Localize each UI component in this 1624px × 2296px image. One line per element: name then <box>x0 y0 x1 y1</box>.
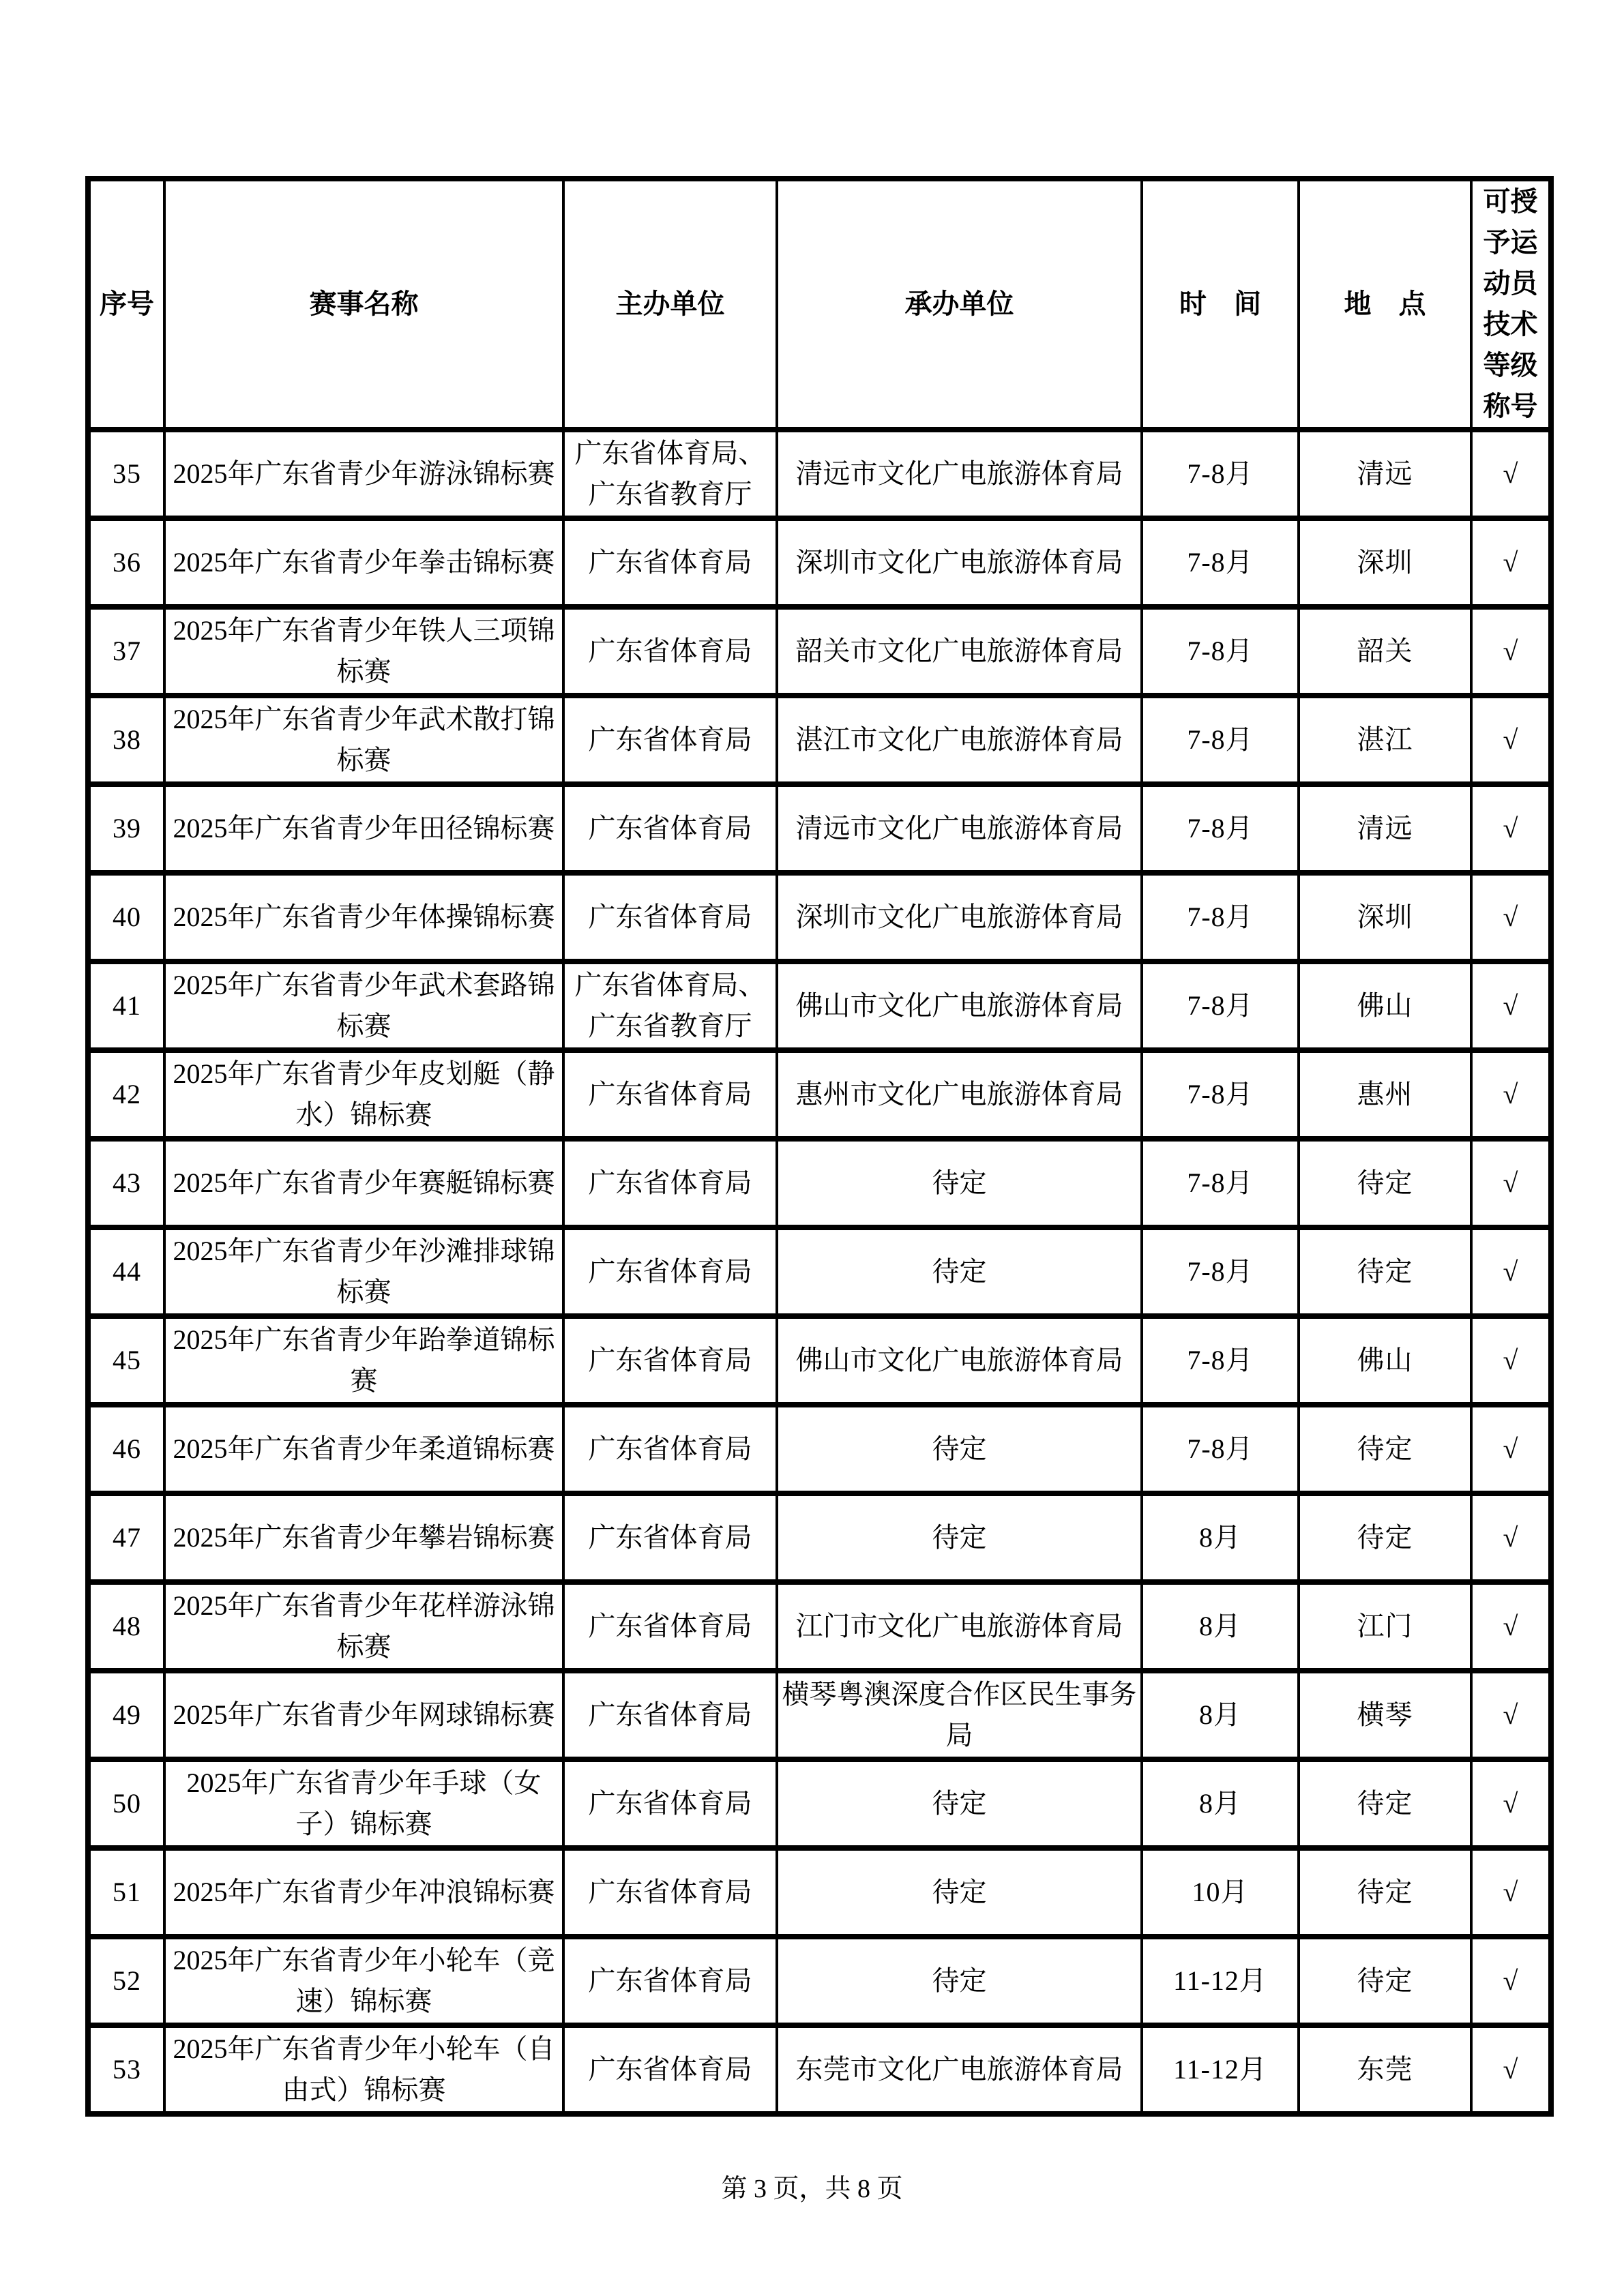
organizer-unit-cell: 江门市文化广电旅游体育局 <box>777 1582 1142 1671</box>
organizer-unit-cell: 待定 <box>777 1848 1142 1937</box>
organizer-unit-cell: 湛江市文化广电旅游体育局 <box>777 696 1142 784</box>
location-cell: 清远 <box>1299 784 1471 873</box>
event-name-cell: 2025年广东省青少年赛艇锦标赛 <box>164 1139 563 1227</box>
column-header-organizer: 承办单位 <box>777 179 1142 430</box>
host-unit-cell: 广东省体育局 <box>563 1227 777 1316</box>
table-row <box>88 1937 1551 2025</box>
organizer-unit-cell: 待定 <box>777 1405 1142 1493</box>
host-unit-cell: 广东省体育局 <box>563 1316 777 1405</box>
event-name-cell: 2025年广东省青少年游泳锦标赛 <box>164 430 563 518</box>
event-name-cell: 2025年广东省青少年网球锦标赛 <box>164 1671 563 1759</box>
table-row <box>88 1848 1551 1937</box>
location-cell: 待定 <box>1299 1493 1471 1582</box>
location-cell: 待定 <box>1299 1405 1471 1493</box>
location-cell: 待定 <box>1299 1139 1471 1227</box>
organizer-unit-cell: 深圳市文化广电旅游体育局 <box>777 518 1142 607</box>
grade-checkmark-cell: √ <box>1471 784 1551 873</box>
event-name-cell: 2025年广东省青少年手球（女子）锦标赛 <box>164 1759 563 1848</box>
column-header-location: 地 点 <box>1299 179 1471 430</box>
row-number-cell: 42 <box>88 1050 164 1139</box>
location-cell: 深圳 <box>1299 518 1471 607</box>
host-unit-cell: 广东省体育局 <box>563 696 777 784</box>
location-cell: 横琴 <box>1299 1671 1471 1759</box>
row-number-cell: 49 <box>88 1671 164 1759</box>
table-header <box>88 179 1551 430</box>
time-cell: 7-8月 <box>1142 1050 1299 1139</box>
time-cell: 11-12月 <box>1142 1937 1299 2025</box>
location-cell: 韶关 <box>1299 607 1471 696</box>
organizer-unit-cell: 佛山市文化广电旅游体育局 <box>777 1316 1142 1405</box>
organizer-unit-cell: 待定 <box>777 1937 1142 2025</box>
organizer-unit-cell: 待定 <box>777 1759 1142 1848</box>
row-number-cell: 48 <box>88 1582 164 1671</box>
location-cell: 待定 <box>1299 1759 1471 1848</box>
time-cell: 11-12月 <box>1142 2025 1299 2114</box>
row-number-cell: 52 <box>88 1937 164 2025</box>
organizer-unit-cell: 佛山市文化广电旅游体育局 <box>777 961 1142 1050</box>
event-name-cell: 2025年广东省青少年田径锦标赛 <box>164 784 563 873</box>
table-row <box>88 2025 1551 2114</box>
table-row <box>88 1759 1551 1848</box>
event-name-cell: 2025年广东省青少年小轮车（自由式）锦标赛 <box>164 2025 563 2114</box>
header-row <box>88 179 1551 430</box>
event-name-cell: 2025年广东省青少年武术散打锦标赛 <box>164 696 563 784</box>
host-unit-cell: 广东省体育局 <box>563 1050 777 1139</box>
event-name-cell: 2025年广东省青少年冲浪锦标赛 <box>164 1848 563 1937</box>
row-number-cell: 35 <box>88 430 164 518</box>
table-row <box>88 1050 1551 1139</box>
table-row <box>88 1316 1551 1405</box>
grade-checkmark-cell: √ <box>1471 1582 1551 1671</box>
time-cell: 7-8月 <box>1142 1227 1299 1316</box>
table-row <box>88 873 1551 961</box>
location-cell: 待定 <box>1299 1848 1471 1937</box>
row-number-cell: 53 <box>88 2025 164 2114</box>
table-row <box>88 607 1551 696</box>
row-number-cell: 40 <box>88 873 164 961</box>
grade-checkmark-cell: √ <box>1471 518 1551 607</box>
table-row <box>88 696 1551 784</box>
grade-checkmark-cell: √ <box>1471 1493 1551 1582</box>
table-row <box>88 961 1551 1050</box>
event-name-cell: 2025年广东省青少年铁人三项锦标赛 <box>164 607 563 696</box>
host-unit-cell: 广东省体育局 <box>563 1848 777 1937</box>
table-body <box>88 430 1551 2114</box>
location-cell: 东莞 <box>1299 2025 1471 2114</box>
host-unit-cell: 广东省体育局 <box>563 1937 777 2025</box>
grade-checkmark-cell: √ <box>1471 1227 1551 1316</box>
table-row <box>88 1405 1551 1493</box>
row-number-cell: 45 <box>88 1316 164 1405</box>
grade-checkmark-cell: √ <box>1471 1671 1551 1759</box>
organizer-unit-cell: 清远市文化广电旅游体育局 <box>777 784 1142 873</box>
grade-checkmark-cell: √ <box>1471 1848 1551 1937</box>
event-name-cell: 2025年广东省青少年攀岩锦标赛 <box>164 1493 563 1582</box>
host-unit-cell: 广东省体育局 <box>563 1405 777 1493</box>
location-cell: 佛山 <box>1299 961 1471 1050</box>
time-cell: 8月 <box>1142 1759 1299 1848</box>
time-cell: 7-8月 <box>1142 1316 1299 1405</box>
grade-checkmark-cell: √ <box>1471 607 1551 696</box>
host-unit-cell: 广东省体育局 <box>563 607 777 696</box>
organizer-unit-cell: 待定 <box>777 1227 1142 1316</box>
organizer-unit-cell: 深圳市文化广电旅游体育局 <box>777 873 1142 961</box>
time-cell: 7-8月 <box>1142 518 1299 607</box>
table-row <box>88 1139 1551 1227</box>
table-row <box>88 1227 1551 1316</box>
event-name-cell: 2025年广东省青少年小轮车（竞速）锦标赛 <box>164 1937 563 2025</box>
column-header-time: 时 间 <box>1142 179 1299 430</box>
grade-checkmark-cell: √ <box>1471 1050 1551 1139</box>
column-header-no: 序号 <box>88 179 164 430</box>
organizer-unit-cell: 待定 <box>777 1493 1142 1582</box>
time-cell: 10月 <box>1142 1848 1299 1937</box>
table-row <box>88 1582 1551 1671</box>
table-row <box>88 1671 1551 1759</box>
grade-checkmark-cell: √ <box>1471 430 1551 518</box>
time-cell: 7-8月 <box>1142 961 1299 1050</box>
time-cell: 7-8月 <box>1142 607 1299 696</box>
organizer-unit-cell: 清远市文化广电旅游体育局 <box>777 430 1142 518</box>
host-unit-cell: 广东省体育局 <box>563 2025 777 2114</box>
host-unit-cell: 广东省体育局 <box>563 1582 777 1671</box>
row-number-cell: 47 <box>88 1493 164 1582</box>
host-unit-cell: 广东省体育局 <box>563 1139 777 1227</box>
table-row <box>88 1493 1551 1582</box>
grade-checkmark-cell: √ <box>1471 2025 1551 2114</box>
event-name-cell: 2025年广东省青少年柔道锦标赛 <box>164 1405 563 1493</box>
column-header-host: 主办单位 <box>563 179 777 430</box>
grade-checkmark-cell: √ <box>1471 1139 1551 1227</box>
row-number-cell: 39 <box>88 784 164 873</box>
row-number-cell: 36 <box>88 518 164 607</box>
table-row <box>88 430 1551 518</box>
event-name-cell: 2025年广东省青少年花样游泳锦标赛 <box>164 1582 563 1671</box>
row-number-cell: 50 <box>88 1759 164 1848</box>
time-cell: 7-8月 <box>1142 1405 1299 1493</box>
event-name-cell: 2025年广东省青少年拳击锦标赛 <box>164 518 563 607</box>
host-unit-cell: 广东省体育局 <box>563 518 777 607</box>
location-cell: 惠州 <box>1299 1050 1471 1139</box>
organizer-unit-cell: 东莞市文化广电旅游体育局 <box>777 2025 1142 2114</box>
host-unit-cell: 广东省体育局 <box>563 1493 777 1582</box>
row-number-cell: 44 <box>88 1227 164 1316</box>
location-cell: 待定 <box>1299 1937 1471 2025</box>
event-name-cell: 2025年广东省青少年武术套路锦标赛 <box>164 961 563 1050</box>
time-cell: 7-8月 <box>1142 1139 1299 1227</box>
column-header-name: 赛事名称 <box>164 179 563 430</box>
grade-checkmark-cell: √ <box>1471 961 1551 1050</box>
host-unit-cell: 广东省体育局 <box>563 784 777 873</box>
column-header-grade: 可授予运动员技术等级称号 <box>1471 179 1551 430</box>
page-footer: 第 3 页，共 8 页 <box>721 2175 903 2203</box>
time-cell: 7-8月 <box>1142 430 1299 518</box>
row-number-cell: 46 <box>88 1405 164 1493</box>
location-cell: 待定 <box>1299 1227 1471 1316</box>
host-unit-cell: 广东省体育局 <box>563 1759 777 1848</box>
grade-checkmark-cell: √ <box>1471 1759 1551 1848</box>
host-unit-cell: 广东省体育局、广东省教育厅 <box>563 961 777 1050</box>
event-name-cell: 2025年广东省青少年跆拳道锦标赛 <box>164 1316 563 1405</box>
table-row <box>88 518 1551 607</box>
location-cell: 江门 <box>1299 1582 1471 1671</box>
events-table <box>85 176 1554 2117</box>
organizer-unit-cell: 待定 <box>777 1139 1142 1227</box>
location-cell: 湛江 <box>1299 696 1471 784</box>
grade-checkmark-cell: √ <box>1471 1405 1551 1493</box>
organizer-unit-cell: 横琴粤澳深度合作区民生事务局 <box>777 1671 1142 1759</box>
host-unit-cell: 广东省体育局、广东省教育厅 <box>563 430 777 518</box>
grade-checkmark-cell: √ <box>1471 1316 1551 1405</box>
time-cell: 7-8月 <box>1142 696 1299 784</box>
host-unit-cell: 广东省体育局 <box>563 1671 777 1759</box>
event-name-cell: 2025年广东省青少年沙滩排球锦标赛 <box>164 1227 563 1316</box>
row-number-cell: 51 <box>88 1848 164 1937</box>
host-unit-cell: 广东省体育局 <box>563 873 777 961</box>
row-number-cell: 38 <box>88 696 164 784</box>
row-number-cell: 37 <box>88 607 164 696</box>
location-cell: 清远 <box>1299 430 1471 518</box>
row-number-cell: 41 <box>88 961 164 1050</box>
table-row <box>88 784 1551 873</box>
grade-checkmark-cell: √ <box>1471 696 1551 784</box>
time-cell: 8月 <box>1142 1493 1299 1582</box>
organizer-unit-cell: 韶关市文化广电旅游体育局 <box>777 607 1142 696</box>
time-cell: 7-8月 <box>1142 873 1299 961</box>
organizer-unit-cell: 惠州市文化广电旅游体育局 <box>777 1050 1142 1139</box>
row-number-cell: 43 <box>88 1139 164 1227</box>
grade-checkmark-cell: √ <box>1471 873 1551 961</box>
grade-checkmark-cell: √ <box>1471 1937 1551 2025</box>
location-cell: 佛山 <box>1299 1316 1471 1405</box>
time-cell: 8月 <box>1142 1671 1299 1759</box>
time-cell: 7-8月 <box>1142 784 1299 873</box>
event-name-cell: 2025年广东省青少年皮划艇（静水）锦标赛 <box>164 1050 563 1139</box>
location-cell: 深圳 <box>1299 873 1471 961</box>
event-name-cell: 2025年广东省青少年体操锦标赛 <box>164 873 563 961</box>
time-cell: 8月 <box>1142 1582 1299 1671</box>
